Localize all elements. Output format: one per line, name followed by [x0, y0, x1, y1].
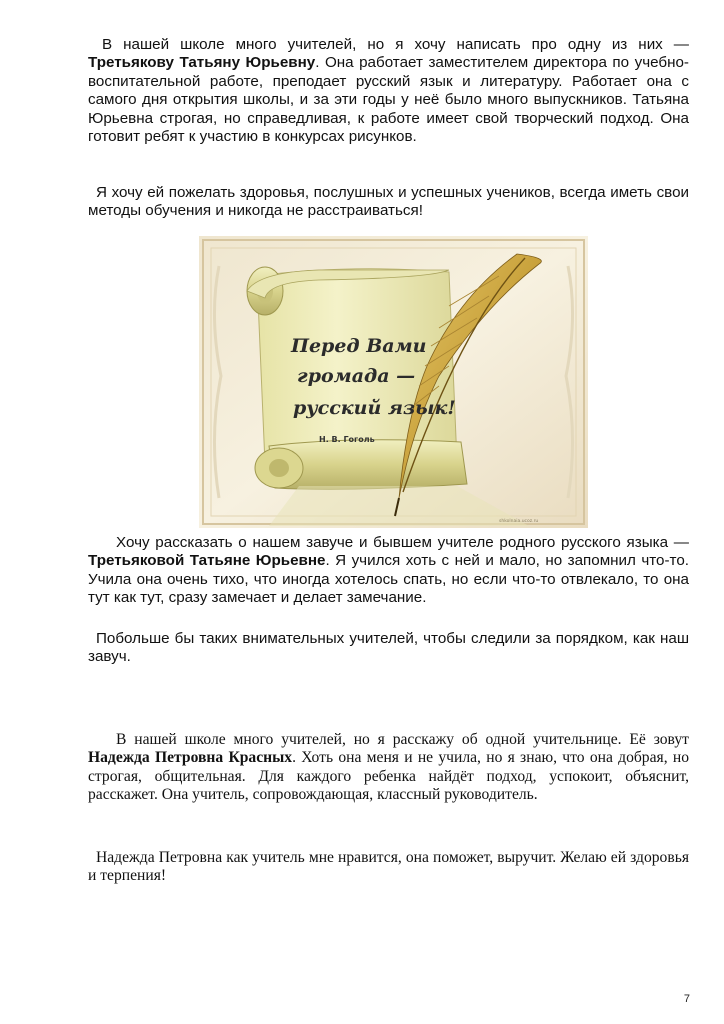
paragraph-3-text-start: Хочу рассказать о нашем завуче и бывшем учителе родного русского языка —: [116, 534, 689, 551]
paragraph-1-text-start: В нашей школе много учителей, но я хочу написать про одну из них —: [102, 36, 689, 53]
paragraph-5-text-start: В нашей школе много учителей, но я расскажу об одной учительнице. Её зовут: [116, 731, 689, 748]
quote-line-1: Перед Вами: [291, 335, 427, 357]
picture-watermark: shkolnaia.ucoz.ru: [499, 519, 539, 524]
paragraph-1: [88, 36, 689, 146]
page-number: 7: [683, 993, 690, 1005]
paragraph-2: [88, 184, 689, 221]
paragraph-5-bold-name: Надежда Петровна Красных: [88, 749, 293, 767]
paragraph-1-bold-name: Третьякову Татьяну Юрьевну: [88, 54, 316, 72]
scroll-bottom-roll-inner: [269, 459, 289, 477]
paragraph-4-text: Побольше бы таких внимательных учителей, чтобы следили за порядком, как наш завуч.: [88, 630, 689, 666]
paragraph-3-text-end: . Я учился хоть с ней и мало, но запомнил что-то. Учила она очень тихо, что иногда хотелось спать, но если что-то отвлекало, то она тут как тут, сразу замечает и делает замечание.: [88, 552, 689, 607]
quote-line-2: громада —: [297, 365, 416, 387]
quote-author: Н. В. Гоголь: [319, 435, 375, 444]
paragraph-2-text: Я хочу ей пожелать здоровья, послушных и успешных учеников, всегда иметь свои методы обучения и никогда не расстраиваться!: [88, 184, 689, 220]
paragraph-6: [88, 849, 689, 886]
paragraph-1-text-end: . Она работает заместителем директора по учебно-воспитательной работе, преподает русский язык и литературу. Работает она с самого дня открытия школы, и за эти годы у неё было много выпускников. Татьяна Юрьевна строгая, но справедливая, к работе имеет свой творческий подход. Она готовит ребят к участию в конкурсах рисунков.: [88, 54, 689, 146]
paragraph-5: [88, 731, 689, 805]
paragraph-3: [88, 534, 689, 608]
quote-line-3: русский язык!: [293, 397, 456, 419]
gogol-quote-picture: [199, 236, 588, 528]
paragraph-4: [88, 630, 689, 667]
paragraph-5-text-end: . Хоть она меня и не учила, но я знаю, что она добрая, но строгая, общительная. Для каждого ребенка найдёт подход, успокоит, объяснит, расскажет. Она учитель, сопровождающая, классный руководитель.: [88, 749, 690, 804]
paragraph-6-text: Надежда Петровна как учитель мне нравится, она поможет, выручит. Желаю ей здоровья и терпения!: [88, 849, 689, 885]
paragraph-3-bold-name: Третьяковой Татьяне Юрьевне: [88, 552, 326, 570]
